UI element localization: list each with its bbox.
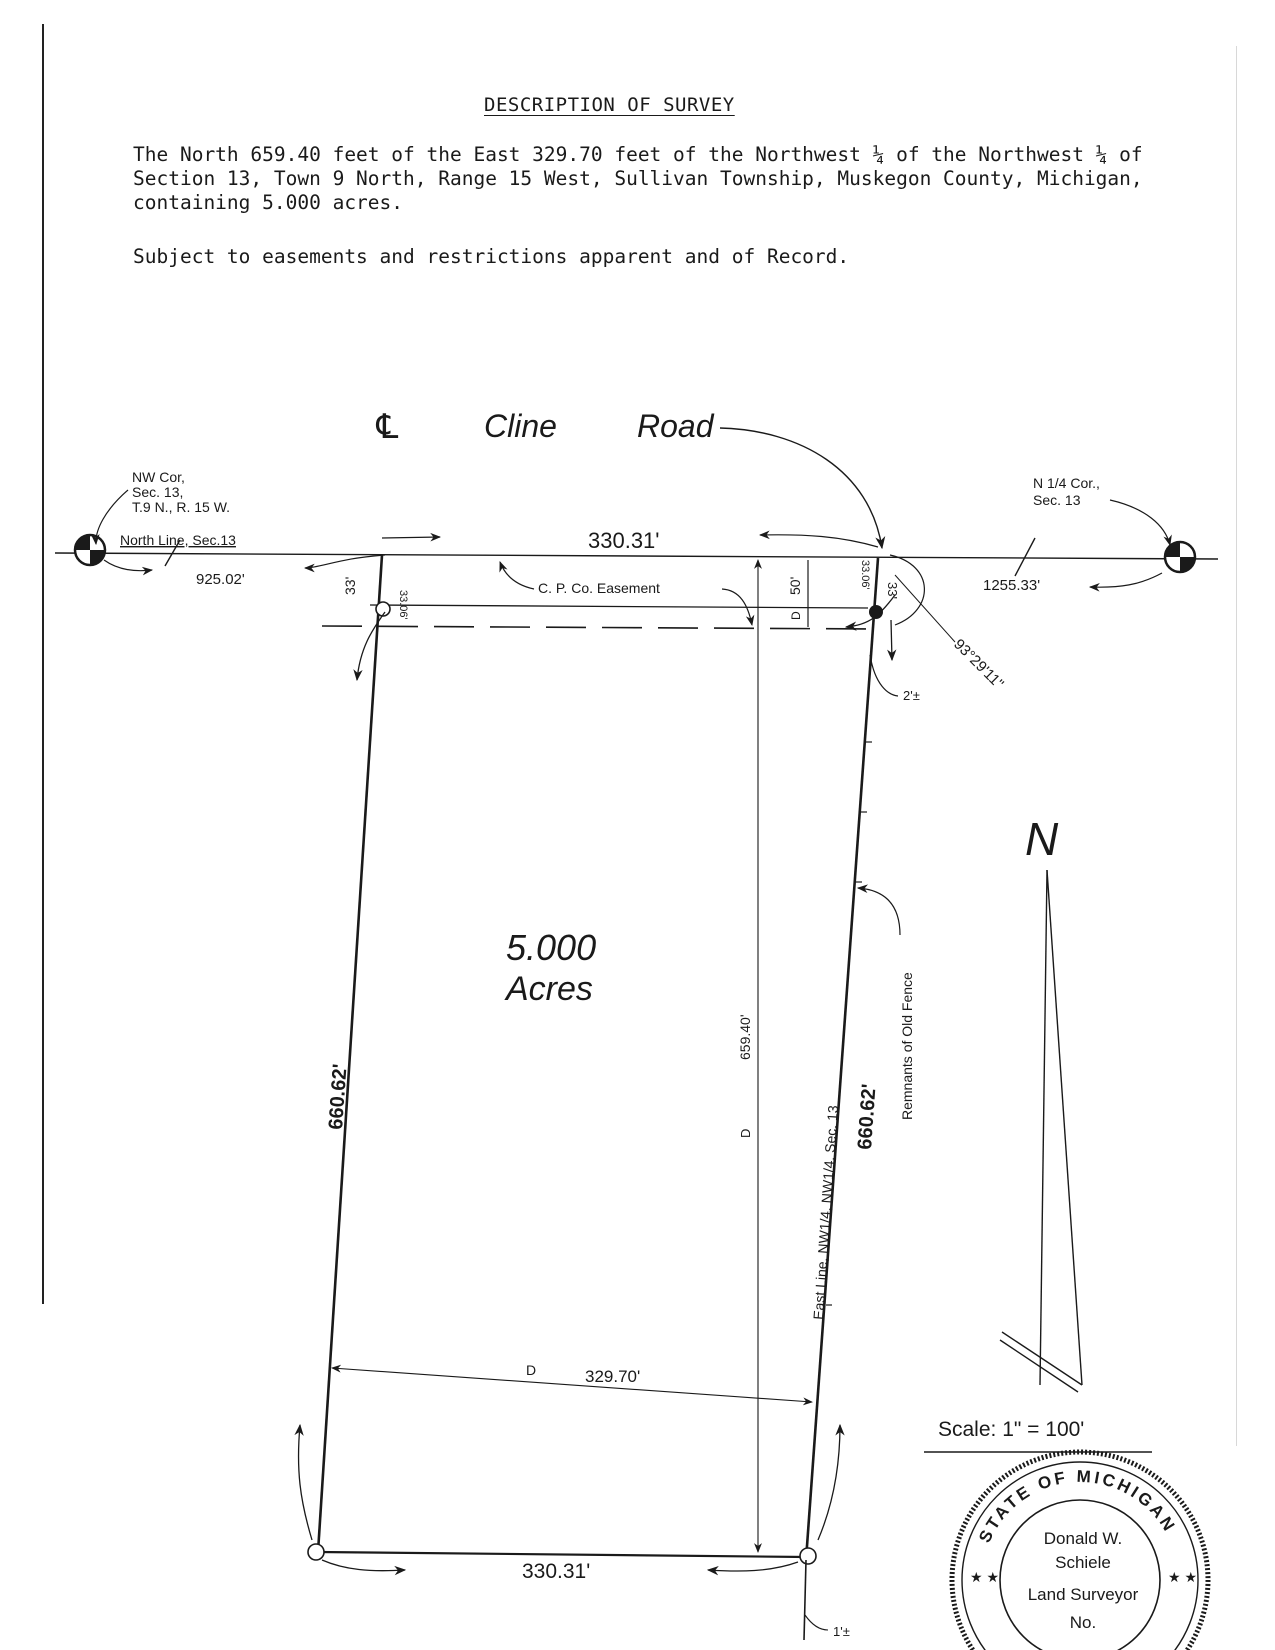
ne-line-arrow <box>1090 573 1162 587</box>
nw-corner-label-1: NW Cor, <box>132 469 185 485</box>
seal-name-line2: Schiele <box>1055 1553 1111 1572</box>
nw-corner-label-2: Sec. 13, <box>132 484 184 500</box>
easement-d-marker: D <box>789 611 803 620</box>
offset-top-leader <box>870 655 898 696</box>
road-leader-arrow <box>720 428 882 548</box>
n-quarter-corner-symbol <box>1165 542 1195 572</box>
north-line-label: North Line, Sec.13 <box>120 532 236 548</box>
seal-ring-text: STATE OF MICHIGAN <box>975 1466 1180 1546</box>
easement-width-label: 50' <box>787 576 803 595</box>
scale-label: Scale: 1" = 100' <box>938 1418 1085 1441</box>
easement-line <box>322 626 880 629</box>
se-up-arrow <box>818 1425 840 1540</box>
ne-down-arrow <box>891 620 892 660</box>
easement-label: C. P. Co. Easement <box>538 580 660 596</box>
south-line <box>318 1552 806 1557</box>
seal-title: Land Surveyor <box>1027 1585 1139 1604</box>
row-line <box>370 605 868 608</box>
surveyor-seal <box>952 1452 1208 1650</box>
top-right-arrow <box>760 535 878 547</box>
offset-bottom-label: 1'± <box>833 1624 850 1639</box>
width-d-marker: D <box>526 1362 537 1378</box>
ne-distance-label: 1255.33' <box>983 577 1041 594</box>
nw-line-arrow <box>104 560 152 571</box>
west-line <box>318 555 382 1552</box>
fence-leader <box>858 888 900 935</box>
seal-star-left: ★ ★ <box>970 1569 999 1585</box>
n-quarter-corner-label-2: Sec. 13 <box>1033 492 1081 508</box>
seal-name-line1: Donald W. <box>1043 1529 1123 1548</box>
subject-statement: Subject to easements and restrictions apparent and of Record. <box>133 245 850 268</box>
row-width-left-label: 33' <box>342 576 358 595</box>
centerline-symbol: ℄ <box>372 408 403 446</box>
center-d-marker: D <box>738 1128 753 1138</box>
left-offset-label: 33.06' <box>397 590 409 620</box>
n-quarter-corner-label-1: N 1/4 Cor., <box>1033 475 1100 491</box>
angle-label: 93°29'11" <box>950 635 1007 693</box>
east-line-extension <box>804 1560 806 1640</box>
nw-distance-label: 925.02' <box>196 571 245 588</box>
center-distance-label: 659.40' <box>737 1014 753 1060</box>
document-heading: DESCRIPTION OF SURVEY <box>484 94 735 116</box>
offset-bottom-leader <box>805 1615 828 1630</box>
se-iron-marker <box>800 1548 816 1564</box>
east-line-label: East Line, NW1/4, NW1/4, Sec. 13 <box>810 1104 841 1321</box>
seal-number-label: No. <box>1069 1613 1097 1632</box>
se-left-arrow <box>708 1562 798 1571</box>
fence-label: Remnants of Old Fence <box>899 972 915 1120</box>
seal-star-right: ★ ★ <box>1168 1569 1197 1585</box>
top-left-arrow <box>382 537 440 538</box>
bottom-distance-label: 330.31' <box>522 1560 591 1583</box>
n-quarter-leader <box>1110 500 1170 545</box>
east-line <box>806 558 878 1560</box>
section-north-line <box>55 553 1218 559</box>
offset-top-label: 2'± <box>903 688 920 703</box>
nw-corner-label-3: T.9 N., R. 15 W. <box>132 499 231 515</box>
east-side-label: 660.62' <box>854 1083 881 1151</box>
sw-iron-marker <box>308 1544 324 1560</box>
road-name-road: Road <box>637 408 714 444</box>
north-arrow-letter: N <box>1025 813 1059 865</box>
nw-corner-down-arrow <box>357 612 385 680</box>
angle-leader <box>895 575 955 642</box>
sw-right-arrow <box>322 1560 405 1571</box>
area-value: 5.000 <box>506 927 597 968</box>
ne-break-mark <box>1015 538 1035 576</box>
width-dimension-label: 329.70' <box>585 1367 641 1386</box>
nw-corner-symbol <box>75 535 105 565</box>
road-name-cline: Cline <box>484 408 557 444</box>
nw-parcel-arrow <box>305 555 385 568</box>
right-offset-label: 33.06' <box>859 560 871 590</box>
sw-up-arrow <box>299 1425 313 1540</box>
width-dim-line <box>332 1368 812 1402</box>
row-width-right-label: 33' <box>885 582 900 599</box>
area-unit: Acres <box>506 970 593 1008</box>
easement-leader-left <box>500 562 534 589</box>
west-side-label: 660.62' <box>325 1063 352 1131</box>
legal-description: The North 659.40 feet of the East 329.70 feet of the Northwest ¼ of the Northwest ¼ of Section 13, Town 9 North, Range 15 West, Sullivan Township, Muskegon County, Michigan, containing 5.000 acres. <box>133 143 1143 214</box>
top-distance-label: 330.31' <box>588 528 660 553</box>
north-arrow-icon <box>1000 870 1082 1392</box>
